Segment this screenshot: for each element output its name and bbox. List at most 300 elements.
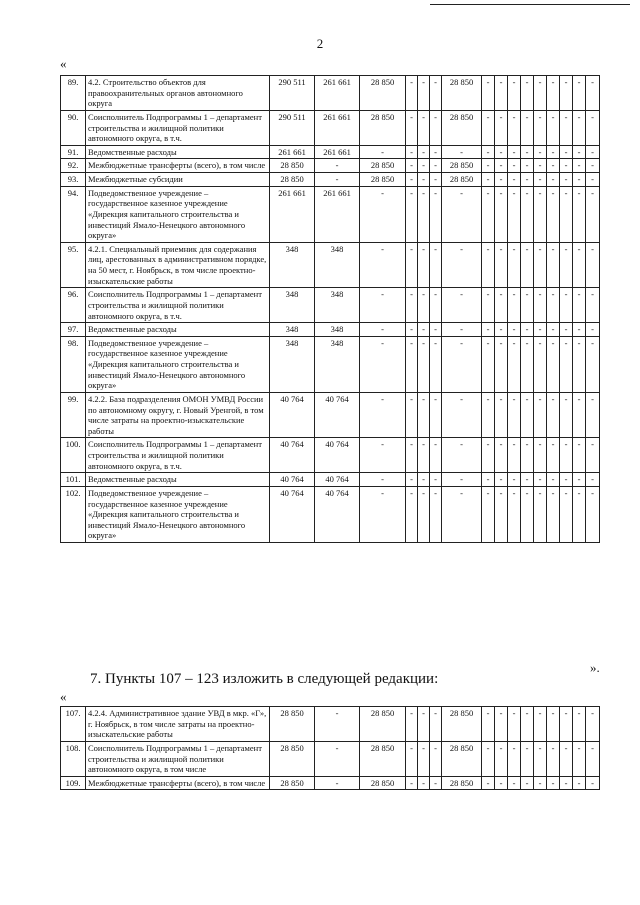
value-cell: - [482, 323, 495, 337]
value-cell: - [418, 741, 430, 776]
value-cell: - [508, 110, 521, 145]
value-cell: - [442, 323, 482, 337]
value-cell: - [482, 707, 495, 742]
value-cell: 348 [270, 323, 315, 337]
value-cell: - [430, 741, 442, 776]
value-cell: - [508, 776, 521, 790]
value-cell: - [508, 438, 521, 473]
table-row [61, 473, 600, 487]
row-number: 96. [61, 288, 86, 323]
value-cell: - [547, 110, 560, 145]
value-cell: - [482, 186, 495, 242]
value-cell: - [482, 741, 495, 776]
value-cell: - [406, 76, 418, 111]
value-cell: - [495, 741, 508, 776]
value-cell: - [495, 242, 508, 288]
row-number: 94. [61, 186, 86, 242]
value-cell: - [430, 473, 442, 487]
value-cell: - [315, 741, 360, 776]
value-cell: - [573, 486, 586, 542]
value-cell: - [547, 392, 560, 438]
value-cell: - [586, 288, 600, 323]
value-cell: - [482, 76, 495, 111]
value-cell: - [534, 186, 547, 242]
value-cell: - [547, 323, 560, 337]
value-cell: 261 661 [315, 110, 360, 145]
value-cell: - [482, 473, 495, 487]
value-cell: - [418, 145, 430, 159]
table-row [61, 438, 600, 473]
value-cell: - [495, 173, 508, 187]
value-cell: 28 850 [360, 110, 406, 145]
row-name: Соисполнитель Подпрограммы 1 – департамент строительства и жилищной политики автономного округа, в том числе [86, 741, 270, 776]
value-cell: - [573, 242, 586, 288]
value-cell: 28 850 [360, 76, 406, 111]
section-heading: 7. Пункты 107 – 123 изложить в следующей редакции: [90, 671, 439, 687]
value-cell: - [418, 707, 430, 742]
value-cell: - [547, 76, 560, 111]
value-cell: - [508, 486, 521, 542]
value-cell: - [534, 438, 547, 473]
row-name: Межбюджетные субсидии [86, 173, 270, 187]
value-cell: - [573, 741, 586, 776]
value-cell: - [521, 438, 534, 473]
open-quote-1: « [60, 56, 67, 71]
value-cell: 348 [315, 323, 360, 337]
value-cell: - [586, 473, 600, 487]
value-cell: - [573, 288, 586, 323]
value-cell: - [430, 392, 442, 438]
value-cell: - [482, 336, 495, 392]
value-cell: - [534, 110, 547, 145]
value-cell: - [430, 707, 442, 742]
value-cell: - [418, 110, 430, 145]
value-cell: - [442, 288, 482, 323]
value-cell: - [418, 159, 430, 173]
close-quote: ». [590, 660, 600, 675]
value-cell: - [586, 776, 600, 790]
value-cell: - [521, 486, 534, 542]
value-cell: - [547, 438, 560, 473]
value-cell: - [442, 392, 482, 438]
value-cell: - [495, 159, 508, 173]
value-cell: 28 850 [270, 776, 315, 790]
value-cell: - [418, 173, 430, 187]
value-cell: - [560, 323, 573, 337]
table-row [61, 186, 600, 242]
row-number: 109. [61, 776, 86, 790]
value-cell: - [560, 741, 573, 776]
value-cell: - [560, 173, 573, 187]
row-number: 98. [61, 336, 86, 392]
open-quote-2: « [60, 689, 67, 704]
value-cell: - [547, 473, 560, 487]
row-number: 108. [61, 741, 86, 776]
value-cell: - [495, 392, 508, 438]
value-cell: - [573, 173, 586, 187]
value-cell: - [418, 473, 430, 487]
value-cell: - [495, 336, 508, 392]
value-cell: - [418, 76, 430, 111]
value-cell: - [547, 186, 560, 242]
value-cell: 28 850 [270, 159, 315, 173]
value-cell: - [586, 392, 600, 438]
row-name: Подведомственное учреждение – государственное казенное учреждение «Дирекция капитального строительства и инвестиций Ямало-Ненецкого автономного округа» [86, 336, 270, 392]
value-cell: - [560, 707, 573, 742]
value-cell: - [482, 145, 495, 159]
value-cell: - [586, 486, 600, 542]
row-name: 4.2. Строительство объектов для правоохранительных органов автономного округа [86, 76, 270, 111]
value-cell: - [586, 76, 600, 111]
value-cell: - [573, 110, 586, 145]
value-cell: - [521, 741, 534, 776]
table-row [61, 776, 600, 790]
value-cell: - [521, 392, 534, 438]
row-name: Ведомственные расходы [86, 145, 270, 159]
value-cell: 28 850 [360, 707, 406, 742]
value-cell: - [560, 186, 573, 242]
value-cell: - [406, 242, 418, 288]
row-number: 107. [61, 707, 86, 742]
value-cell: - [482, 438, 495, 473]
value-cell: - [560, 776, 573, 790]
value-cell: - [534, 159, 547, 173]
value-cell: - [442, 486, 482, 542]
value-cell: - [495, 473, 508, 487]
value-cell: - [521, 288, 534, 323]
value-cell: - [560, 438, 573, 473]
row-name: 4.2.1. Специальный приемник для содержания лиц, арестованных в административном порядке, на 50 мест, г. Ноябрьск, в том числе проектно-изыскательские работы [86, 242, 270, 288]
value-cell: - [430, 336, 442, 392]
value-cell: 28 850 [360, 776, 406, 790]
value-cell: - [534, 323, 547, 337]
row-name: Межбюджетные трансферты (всего), в том числе [86, 159, 270, 173]
value-cell: - [560, 392, 573, 438]
value-cell: - [482, 776, 495, 790]
value-cell: - [547, 776, 560, 790]
value-cell: - [521, 242, 534, 288]
table-row [61, 110, 600, 145]
row-name: 4.2.4. Административное здание УВД в мкр. «Г», г. Ноябрьск, в том числе затраты на проектно-изыскательские работы [86, 707, 270, 742]
value-cell: - [508, 336, 521, 392]
value-cell: - [508, 707, 521, 742]
table-row [61, 159, 600, 173]
value-cell: - [495, 323, 508, 337]
value-cell: 348 [315, 336, 360, 392]
value-cell: - [406, 336, 418, 392]
page-number: 2 [316, 36, 324, 51]
value-cell: 40 764 [270, 473, 315, 487]
budget-table-2 [60, 706, 600, 790]
row-number: 95. [61, 242, 86, 288]
value-cell: - [360, 145, 406, 159]
value-cell: - [495, 145, 508, 159]
table-row [61, 486, 600, 542]
value-cell: - [560, 159, 573, 173]
value-cell: - [495, 776, 508, 790]
row-number: 97. [61, 323, 86, 337]
value-cell: - [534, 392, 547, 438]
value-cell: 261 661 [315, 186, 360, 242]
row-number: 92. [61, 159, 86, 173]
value-cell: - [482, 110, 495, 145]
value-cell: - [495, 486, 508, 542]
value-cell: 261 661 [315, 76, 360, 111]
value-cell: - [573, 776, 586, 790]
value-cell: 28 850 [360, 173, 406, 187]
value-cell: - [482, 173, 495, 187]
value-cell: - [534, 336, 547, 392]
table-row [61, 707, 600, 742]
value-cell: - [418, 336, 430, 392]
value-cell: - [406, 438, 418, 473]
value-cell: - [430, 242, 442, 288]
value-cell: - [406, 776, 418, 790]
value-cell: - [508, 173, 521, 187]
value-cell: - [547, 173, 560, 187]
row-number: 89. [61, 76, 86, 111]
value-cell: - [534, 473, 547, 487]
value-cell: - [482, 242, 495, 288]
value-cell: - [418, 392, 430, 438]
value-cell: 40 764 [270, 392, 315, 438]
value-cell: - [586, 707, 600, 742]
value-cell: - [521, 110, 534, 145]
value-cell: 28 850 [442, 741, 482, 776]
value-cell: - [482, 288, 495, 323]
value-cell: - [442, 145, 482, 159]
value-cell: - [418, 486, 430, 542]
value-cell: - [534, 173, 547, 187]
value-cell: - [430, 186, 442, 242]
value-cell: - [586, 173, 600, 187]
row-name: Соисполнитель Подпрограммы 1 – департамент строительства и жилищной политики автономного округа, в т.ч. [86, 438, 270, 473]
value-cell: - [560, 288, 573, 323]
value-cell: - [430, 776, 442, 790]
value-cell: - [508, 473, 521, 487]
value-cell: 28 850 [360, 741, 406, 776]
row-name: Соисполнитель Подпрограммы 1 – департамент строительства и жилищной политики автономного округа, в т.ч. [86, 110, 270, 145]
value-cell: - [315, 776, 360, 790]
value-cell: 28 850 [442, 159, 482, 173]
value-cell: - [406, 323, 418, 337]
value-cell: - [560, 145, 573, 159]
table-row [61, 76, 600, 111]
row-number: 99. [61, 392, 86, 438]
table-row [61, 392, 600, 438]
value-cell: - [573, 323, 586, 337]
value-cell: - [534, 288, 547, 323]
value-cell: - [406, 159, 418, 173]
value-cell: - [508, 186, 521, 242]
value-cell: 40 764 [315, 438, 360, 473]
value-cell: - [406, 110, 418, 145]
row-number: 100. [61, 438, 86, 473]
value-cell: - [560, 336, 573, 392]
row-name: Ведомственные расходы [86, 323, 270, 337]
value-cell: - [547, 707, 560, 742]
value-cell: - [360, 473, 406, 487]
value-cell: 290 511 [270, 76, 315, 111]
value-cell: - [521, 159, 534, 173]
row-name: Соисполнитель Подпрограммы 1 – департамент строительства и жилищной политики автономного округа, в т.ч. [86, 288, 270, 323]
table-row [61, 741, 600, 776]
value-cell: - [406, 288, 418, 323]
value-cell: - [560, 486, 573, 542]
row-name: 4.2.2. База подразделения ОМОН УМВД России по автономному округу, г. Новый Уренгой, в том числе затраты на проектно-изыскательские работы [86, 392, 270, 438]
top-rule [430, 4, 630, 5]
value-cell: 28 850 [442, 776, 482, 790]
value-cell: - [418, 776, 430, 790]
value-cell: 348 [270, 336, 315, 392]
value-cell: - [586, 336, 600, 392]
table-row [61, 242, 600, 288]
value-cell: - [315, 707, 360, 742]
value-cell: - [360, 186, 406, 242]
value-cell: - [521, 173, 534, 187]
row-number: 91. [61, 145, 86, 159]
value-cell: - [430, 110, 442, 145]
value-cell: - [430, 145, 442, 159]
value-cell: 28 850 [360, 159, 406, 173]
value-cell: - [534, 76, 547, 111]
value-cell: - [547, 741, 560, 776]
value-cell: - [360, 392, 406, 438]
value-cell: - [521, 145, 534, 159]
value-cell: - [586, 242, 600, 288]
value-cell: - [495, 186, 508, 242]
value-cell: - [534, 242, 547, 288]
table-row [61, 173, 600, 187]
value-cell: - [442, 242, 482, 288]
value-cell: - [547, 145, 560, 159]
value-cell: 28 850 [442, 707, 482, 742]
value-cell: - [418, 438, 430, 473]
value-cell: - [430, 288, 442, 323]
row-number: 102. [61, 486, 86, 542]
value-cell: - [406, 707, 418, 742]
value-cell: - [442, 473, 482, 487]
value-cell: 28 850 [442, 110, 482, 145]
value-cell: - [430, 159, 442, 173]
row-name: Межбюджетные трансферты (всего), в том числе [86, 776, 270, 790]
value-cell: - [508, 741, 521, 776]
value-cell: - [418, 186, 430, 242]
value-cell: - [573, 707, 586, 742]
value-cell: 28 850 [442, 76, 482, 111]
table-row [61, 288, 600, 323]
value-cell: 348 [270, 288, 315, 323]
value-cell: - [418, 323, 430, 337]
value-cell: - [508, 159, 521, 173]
value-cell: - [521, 473, 534, 487]
value-cell: 28 850 [442, 173, 482, 187]
table-row [61, 323, 600, 337]
value-cell: - [547, 288, 560, 323]
value-cell: - [495, 438, 508, 473]
value-cell: - [442, 438, 482, 473]
value-cell: - [406, 473, 418, 487]
value-cell: 348 [270, 242, 315, 288]
budget-table-1 [60, 75, 600, 543]
value-cell: - [586, 145, 600, 159]
value-cell: - [586, 186, 600, 242]
value-cell: - [573, 76, 586, 111]
value-cell: 40 764 [315, 392, 360, 438]
value-cell: - [534, 145, 547, 159]
value-cell: 348 [315, 242, 360, 288]
value-cell: - [586, 159, 600, 173]
value-cell: - [442, 186, 482, 242]
value-cell: - [547, 336, 560, 392]
value-cell: - [442, 336, 482, 392]
value-cell: 28 850 [270, 173, 315, 187]
value-cell: - [508, 242, 521, 288]
value-cell: 348 [315, 288, 360, 323]
value-cell: - [495, 288, 508, 323]
value-cell: - [482, 392, 495, 438]
table-row [61, 336, 600, 392]
value-cell: - [521, 336, 534, 392]
row-name: Подведомственное учреждение – государственное казенное учреждение «Дирекция капитального строительства и инвестиций Ямало-Ненецкого автономного округа» [86, 186, 270, 242]
value-cell: - [573, 145, 586, 159]
value-cell: - [586, 438, 600, 473]
value-cell: - [547, 159, 560, 173]
value-cell: 261 661 [270, 186, 315, 242]
value-cell: - [430, 438, 442, 473]
value-cell: - [508, 392, 521, 438]
value-cell: - [573, 392, 586, 438]
value-cell: - [521, 186, 534, 242]
value-cell: - [406, 145, 418, 159]
value-cell: 28 850 [270, 707, 315, 742]
row-name: Подведомственное учреждение – государственное казенное учреждение «Дирекция капитального строительства и инвестиций Ямало-Ненецкого автономного округа» [86, 486, 270, 542]
value-cell: - [534, 707, 547, 742]
value-cell: - [360, 336, 406, 392]
value-cell: - [430, 323, 442, 337]
value-cell: - [508, 323, 521, 337]
row-number: 101. [61, 473, 86, 487]
value-cell: - [418, 242, 430, 288]
value-cell: - [586, 110, 600, 145]
value-cell: - [521, 776, 534, 790]
row-number: 93. [61, 173, 86, 187]
value-cell: - [586, 323, 600, 337]
value-cell: - [573, 186, 586, 242]
value-cell: - [418, 288, 430, 323]
value-cell: - [521, 323, 534, 337]
value-cell: 28 850 [270, 741, 315, 776]
value-cell: 40 764 [315, 473, 360, 487]
value-cell: - [495, 110, 508, 145]
value-cell: - [586, 741, 600, 776]
value-cell: - [406, 186, 418, 242]
value-cell: - [430, 486, 442, 542]
value-cell: 261 661 [315, 145, 360, 159]
row-name: Ведомственные расходы [86, 473, 270, 487]
value-cell: - [406, 741, 418, 776]
value-cell: - [508, 288, 521, 323]
value-cell: - [573, 473, 586, 487]
value-cell: - [495, 707, 508, 742]
value-cell: - [508, 145, 521, 159]
value-cell: - [560, 110, 573, 145]
value-cell: - [560, 76, 573, 111]
value-cell: - [547, 242, 560, 288]
value-cell: - [495, 76, 508, 111]
value-cell: - [482, 159, 495, 173]
value-cell: 40 764 [270, 486, 315, 542]
